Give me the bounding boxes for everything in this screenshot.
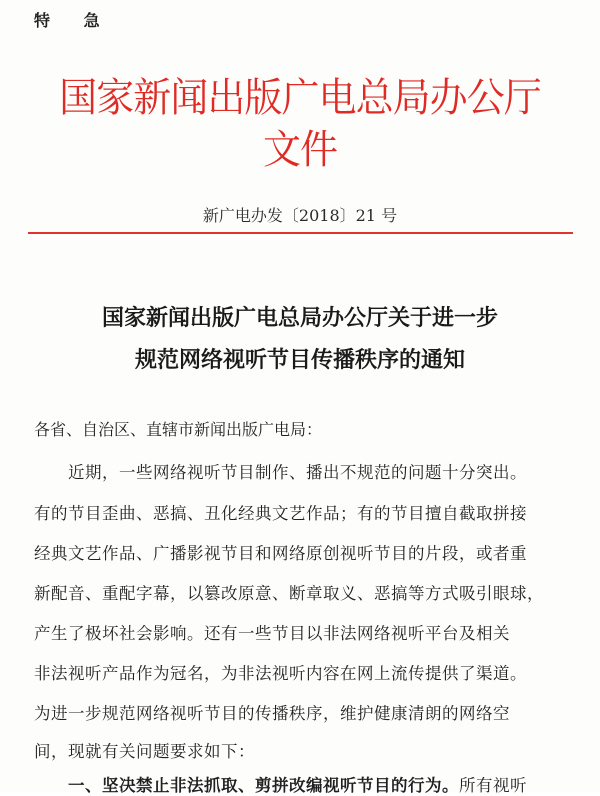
- red-divider-line: [28, 232, 573, 234]
- body-line: 有的节目歪曲、恶搞、丑化经典文艺作品；有的节目擅自截取拼接: [34, 504, 527, 523]
- masthead-title: 国家新闻出版广电总局办公厅文件: [59, 75, 541, 173]
- body-line: 产生了极坏社会影响。还有一些节目以非法网络视听平台及相关: [34, 624, 510, 643]
- notice-title-line-1: 国家新闻出版广电总局办公厅关于进一步: [101, 305, 498, 331]
- body-line: 经典文艺作品、广播影视节目和网络原创视听节目的片段，或者重: [34, 544, 527, 563]
- document-number: 新广电办发〔2018〕21 号: [202, 206, 398, 225]
- salutation: 各省、自治区、直辖市新闻出版广电局：: [34, 420, 323, 439]
- section-1-line: [34, 772, 574, 796]
- notice-title-line-2: 规范网络视听节目传播秩序的通知: [134, 347, 465, 373]
- section-1-heading: 一、坚决禁止非法抓取、剪拼改编视听节目的行为。: [34, 776, 459, 795]
- body-line: 非法视听产品作为冠名，为非法视听内容在网上流传提供了渠道。: [34, 664, 527, 683]
- section-1-tail: 所有视听: [459, 776, 527, 795]
- body-line: 为进一步规范网络视听节目的传播秩序，维护健康清朗的网络空: [34, 704, 510, 723]
- body-line: 间，现就有关问题要求如下：: [34, 742, 255, 761]
- urgency-label: 特 急: [34, 11, 114, 30]
- body-line: 新配音、重配字幕，以篡改原意、断章取义、恶搞等方式吸引眼球，: [34, 584, 544, 603]
- body-line: 近期，一些网络视听节目制作、播出不规范的问题十分突出。: [34, 463, 527, 482]
